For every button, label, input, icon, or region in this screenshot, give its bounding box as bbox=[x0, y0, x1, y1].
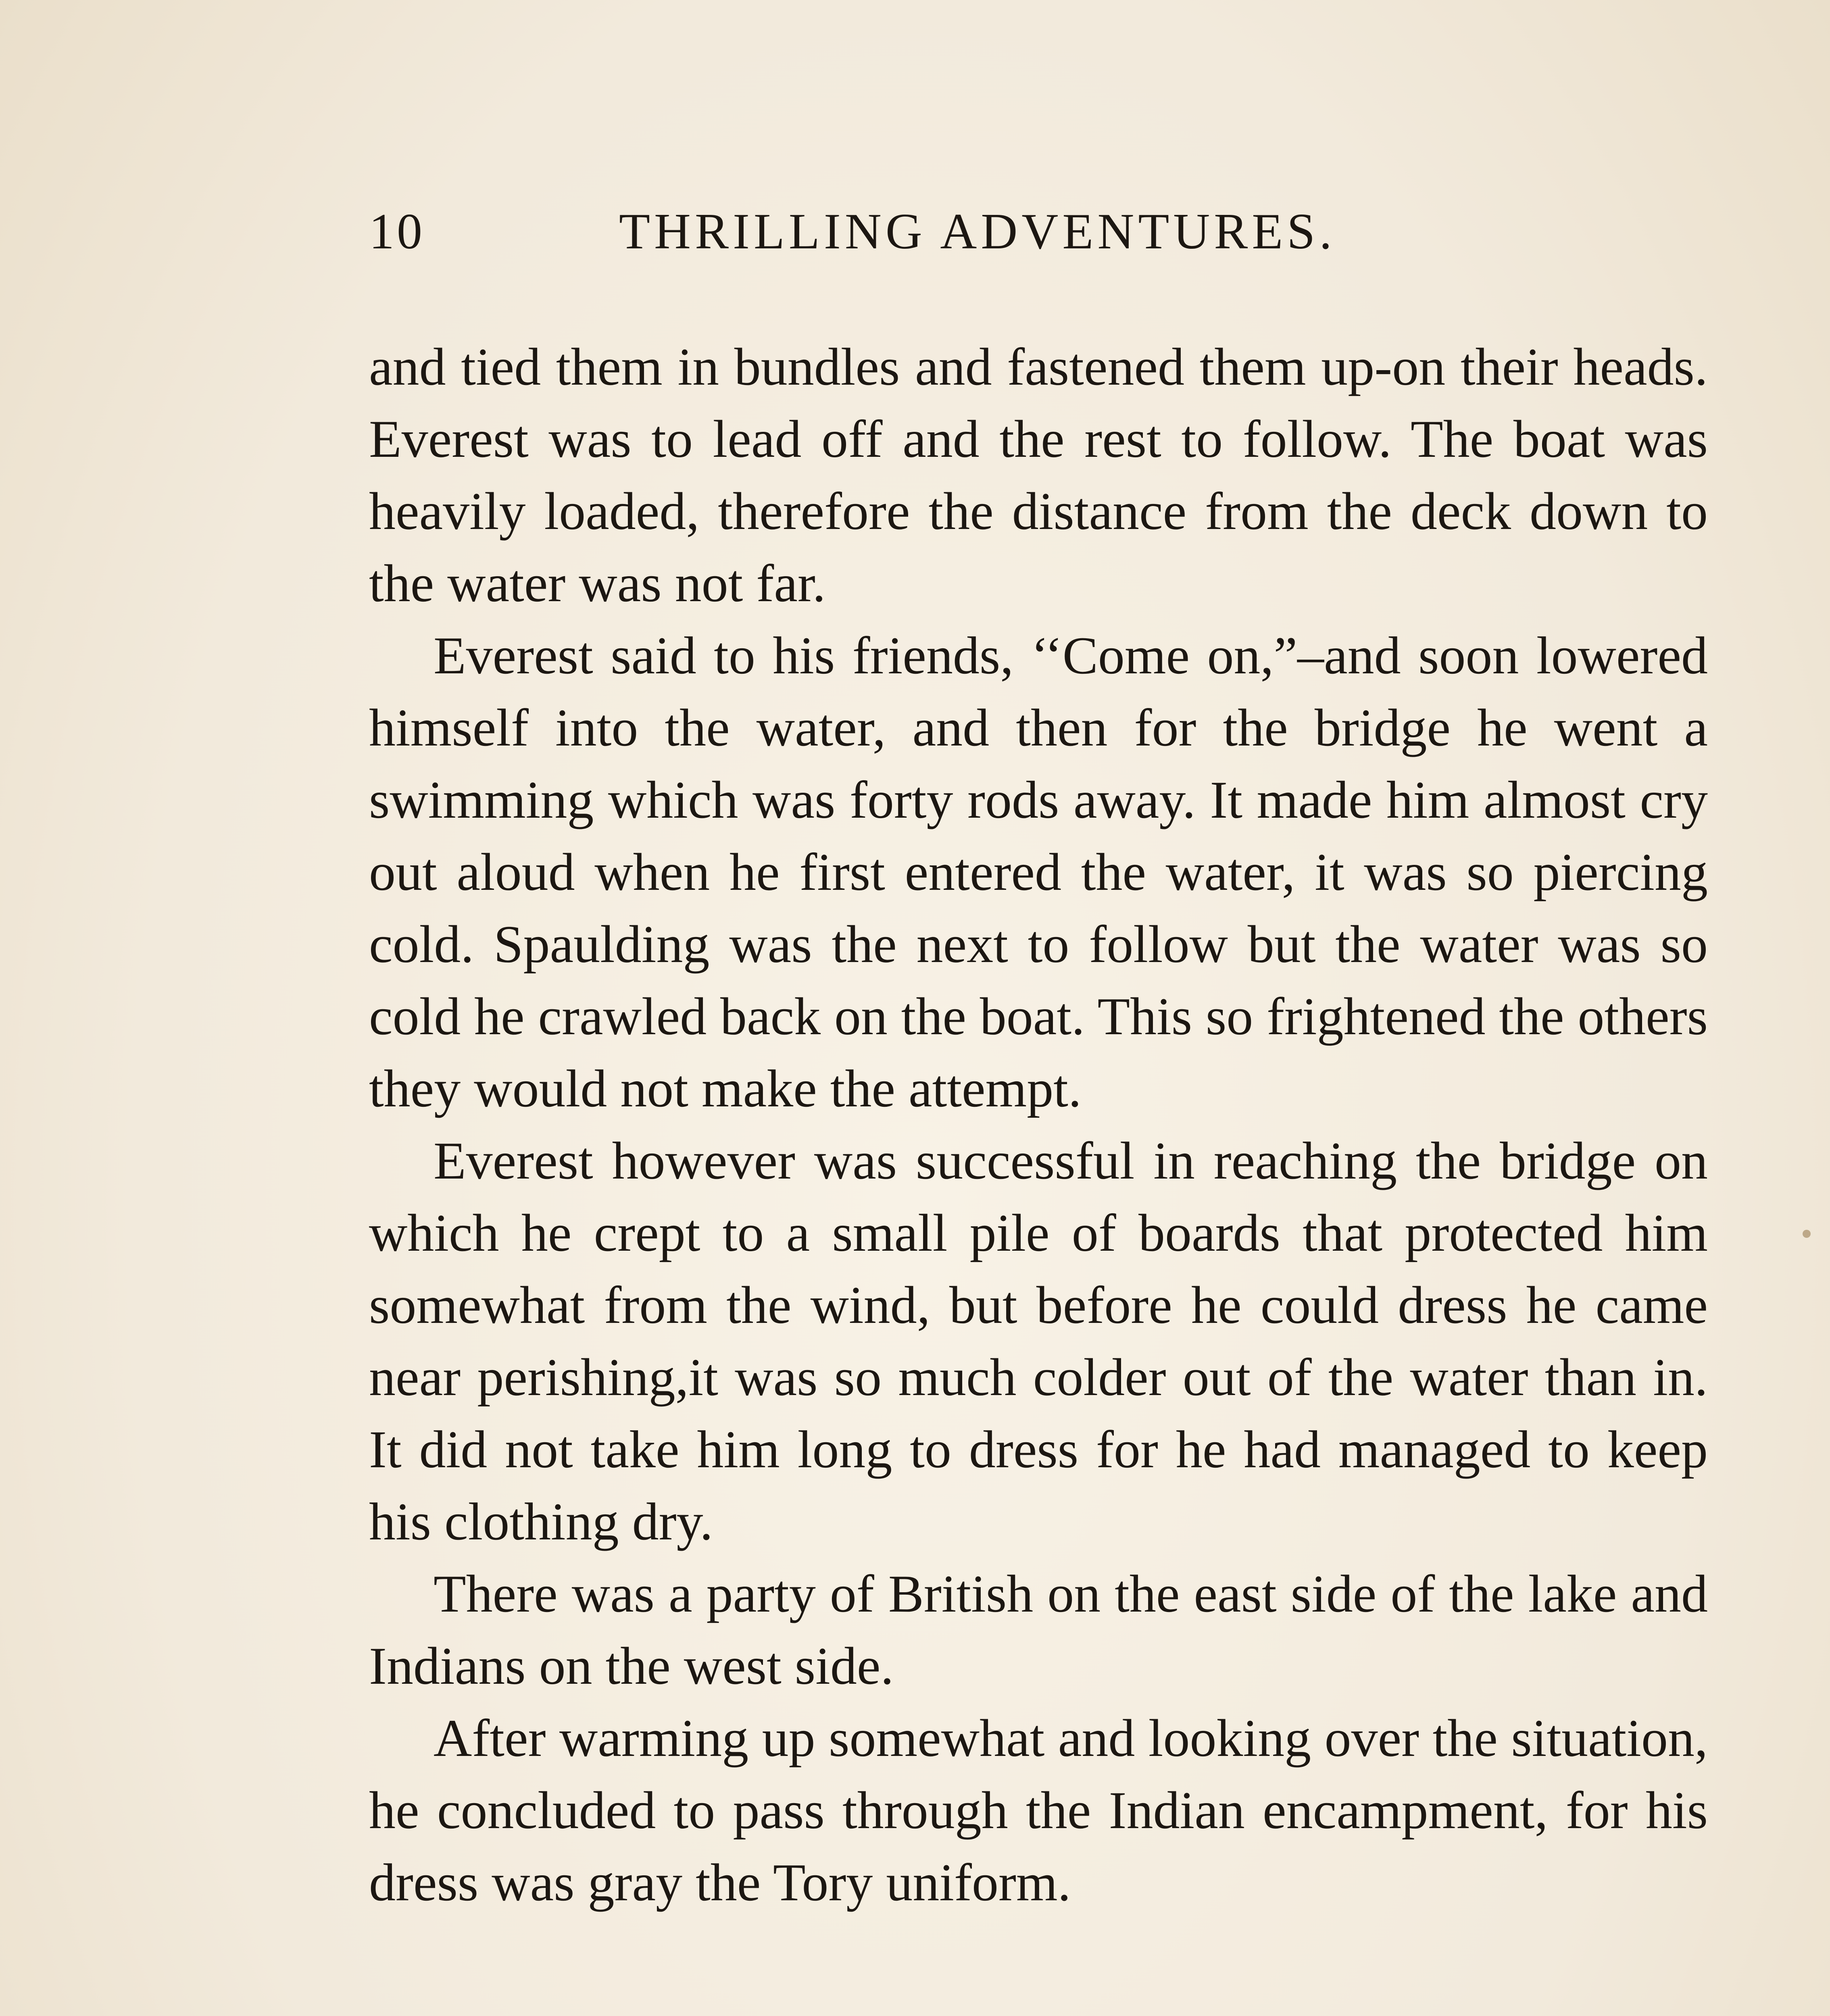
page-number: 10 bbox=[369, 204, 425, 260]
paragraph: and tied them in bundles and fastened them up-on their heads. Everest was to lead off and the rest to follow. The boat was heavily loaded, therefore the distance from the deck down to the water was not far. bbox=[369, 337, 1708, 613]
page-header bbox=[369, 200, 1490, 264]
body-text bbox=[369, 331, 1708, 1918]
paragraph: Everest however was successful in reaching the bridge on which he crept to a small pile of boards that protected him somewhat from the wind, but before he could dress he came near perishing,it was so much colder out of the water than in. It did not take him long to dress for he had managed to keep his clothing dry. bbox=[369, 1131, 1708, 1551]
paragraph: There was a party of British on the east side of the lake and Indians on the west side. bbox=[369, 1564, 1708, 1695]
running-head: THRILLING ADVENTURES. bbox=[619, 204, 1336, 260]
paragraph: Everest said to his friends, ‘‘Come on,”–and soon lowered himself into the water, and then for the bridge he went a swimming which was forty rods away. It made him almost cry out aloud when he first entered the water, it was so piercing cold. Spaulding was the next to follow but the water was so cold he crawled back on the boat. This so frightened the others they would not make the attempt. bbox=[369, 626, 1708, 1118]
ink-speck bbox=[1803, 1230, 1811, 1238]
paragraph: After warming up somewhat and looking over the situation, he concluded to pass through the Indian encampment, for his dress was gray the Tory uniform. bbox=[369, 1708, 1708, 1912]
